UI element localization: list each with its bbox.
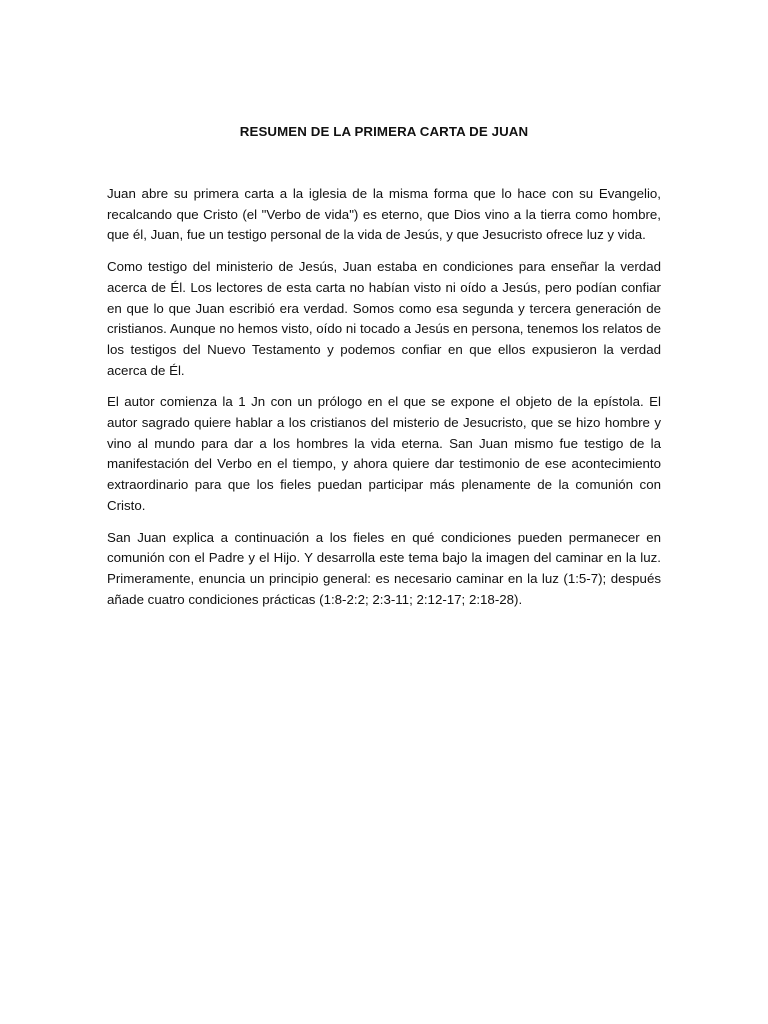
paragraph-4: San Juan explica a continuación a los fieles en qué condiciones pueden permanecer en comunión con el Padre y el Hijo. Y desarrolla este tema bajo la imagen del caminar en la luz. Primeramente, enuncia un principio general: es necesario caminar en la luz (1:5-7); después añade cuatro condiciones prácticas (1:8-2:2; 2:3-11; 2:12-17; 2:18-28). bbox=[107, 529, 661, 607]
paragraph-3: El autor comienza la 1 Jn con un prólogo en el que se expone el objeto de la epístola. El autor sagrado quiere hablar a los cristianos del misterio de Jesucristo, que se hizo hombre y vino al mundo para dar a los hombres la vida eterna. San Juan mismo fue testigo de la manifestación del Verbo en el tiempo, y ahora quiere dar testimonio de ese acontecimiento extraordinario para que los fieles puedan participar más plenamente de la comunión con Cristo. bbox=[107, 394, 661, 513]
paragraph-1: Juan abre su primera carta a la iglesia de la misma forma que lo hace con su Evangelio, recalcando que Cristo (el "Verbo de vida") es eterno, que Dios vino a la tierra como hombre, que él, Juan, fue un testigo personal de la vida de Jesús, y que Jesucristo ofrece luz y vida. bbox=[107, 186, 661, 243]
paragraph-2: Como testigo del ministerio de Jesús, Juan estaba en condiciones para enseñar la verdad acerca de Él. Los lectores de esta carta no habían visto ni oído a Jesús, pero podían confiar en que lo que Juan escribió era verdad. Somos como esa segunda y tercera generación de cristianos. Aunque no hemos visto, oído ni tocado a Jesús en persona, tenemos los relatos de los testigos del Nuevo Testamento y podemos confiar en que ellos expusieron la verdad acerca de Él. bbox=[107, 259, 661, 378]
document-body bbox=[107, 184, 661, 621]
document-title: RESUMEN DE LA PRIMERA CARTA DE JUAN bbox=[239, 124, 529, 139]
